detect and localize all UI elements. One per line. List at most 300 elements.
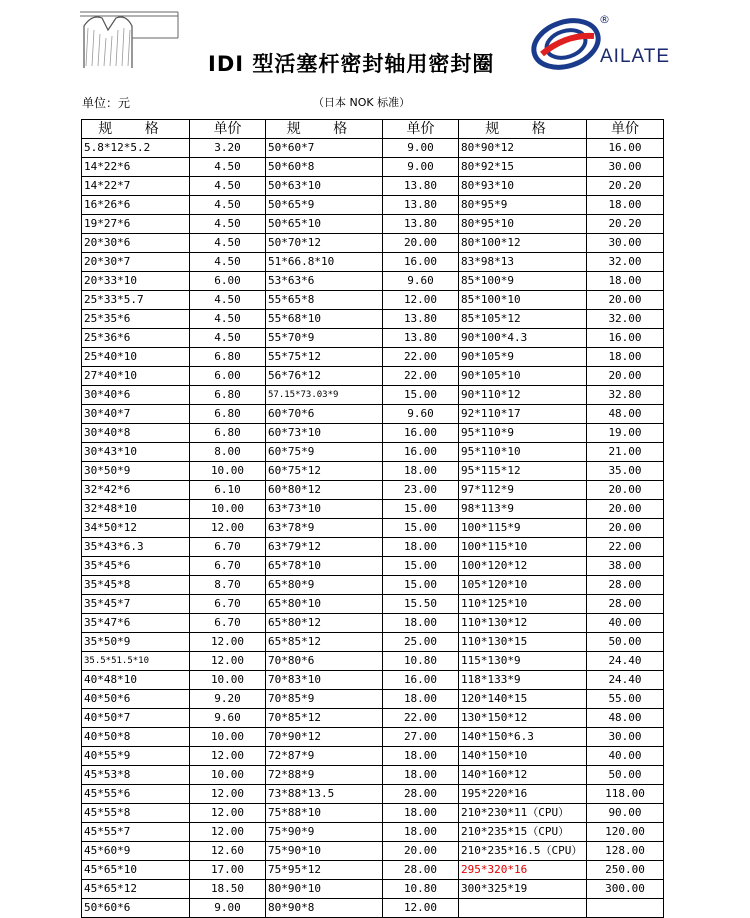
spec-cell: 90*100*4.3 bbox=[459, 329, 587, 348]
price-cell: 12.00 bbox=[383, 899, 459, 918]
spec-cell: 5.8*12*5.2 bbox=[82, 139, 190, 158]
spec-cell: 20*30*7 bbox=[82, 253, 190, 272]
table-row bbox=[82, 386, 664, 405]
price-cell: 18.00 bbox=[587, 196, 664, 215]
table-row bbox=[82, 177, 664, 196]
column-header-price: 单价 bbox=[383, 120, 459, 139]
table-row bbox=[82, 272, 664, 291]
price-cell: 18.00 bbox=[383, 614, 459, 633]
spec-cell: 45*55*6 bbox=[82, 785, 190, 804]
price-cell: 13.80 bbox=[383, 329, 459, 348]
price-cell: 12.00 bbox=[190, 804, 266, 823]
column-header-spec: 规 格 bbox=[266, 120, 383, 139]
table-row bbox=[82, 747, 664, 766]
spec-cell: 55*65*8 bbox=[266, 291, 383, 310]
price-cell: 4.50 bbox=[190, 310, 266, 329]
price-cell: 6.80 bbox=[190, 348, 266, 367]
price-cell: 15.00 bbox=[383, 519, 459, 538]
spec-cell: 110*125*10 bbox=[459, 595, 587, 614]
price-cell: 20.00 bbox=[587, 500, 664, 519]
price-cell: 4.50 bbox=[190, 253, 266, 272]
price-cell: 10.00 bbox=[190, 671, 266, 690]
price-cell: 50.00 bbox=[587, 766, 664, 785]
price-cell: 6.80 bbox=[190, 424, 266, 443]
price-cell: 24.40 bbox=[587, 652, 664, 671]
spec-cell: 40*50*7 bbox=[82, 709, 190, 728]
spec-cell: 83*98*13 bbox=[459, 253, 587, 272]
spec-cell: 85*105*12 bbox=[459, 310, 587, 329]
spec-cell: 30*40*8 bbox=[82, 424, 190, 443]
spec-cell: 195*220*16 bbox=[459, 785, 587, 804]
spec-cell: 72*88*9 bbox=[266, 766, 383, 785]
price-cell: 18.00 bbox=[383, 766, 459, 785]
spec-cell: 35*47*6 bbox=[82, 614, 190, 633]
table-row bbox=[82, 234, 664, 253]
standard-note: （日本 NOK 标准） bbox=[313, 96, 411, 109]
price-cell: 20.00 bbox=[383, 234, 459, 253]
spec-cell: 80*93*10 bbox=[459, 177, 587, 196]
price-cell: 12.00 bbox=[383, 291, 459, 310]
price-cell: 6.70 bbox=[190, 538, 266, 557]
price-cell: 300.00 bbox=[587, 880, 664, 899]
table-row bbox=[82, 861, 664, 880]
price-cell bbox=[587, 899, 664, 918]
price-cell: 27.00 bbox=[383, 728, 459, 747]
table-row bbox=[82, 652, 664, 671]
spec-cell: 73*88*13.5 bbox=[266, 785, 383, 804]
price-cell: 12.00 bbox=[190, 519, 266, 538]
price-cell: 9.60 bbox=[383, 272, 459, 291]
spec-cell: 105*120*10 bbox=[459, 576, 587, 595]
unit-label: 单位：元 bbox=[82, 96, 131, 110]
price-cell: 40.00 bbox=[587, 614, 664, 633]
spec-cell: 95*110*10 bbox=[459, 443, 587, 462]
table-row bbox=[82, 310, 664, 329]
spec-cell: 210*235*15（CPU） bbox=[459, 823, 587, 842]
table-row bbox=[82, 405, 664, 424]
price-cell: 28.00 bbox=[383, 861, 459, 880]
price-cell: 15.00 bbox=[383, 557, 459, 576]
price-cell: 8.70 bbox=[190, 576, 266, 595]
table-row bbox=[82, 671, 664, 690]
spec-cell: 60*75*9 bbox=[266, 443, 383, 462]
table-row bbox=[82, 158, 664, 177]
spec-cell: 45*65*12 bbox=[82, 880, 190, 899]
spec-cell: 35*43*6.3 bbox=[82, 538, 190, 557]
spec-cell: 90*110*12 bbox=[459, 386, 587, 405]
spec-cell: 95*110*9 bbox=[459, 424, 587, 443]
price-cell: 13.80 bbox=[383, 177, 459, 196]
table-row bbox=[82, 557, 664, 576]
spec-cell: 30*40*6 bbox=[82, 386, 190, 405]
price-cell: 4.50 bbox=[190, 291, 266, 310]
spec-cell: 75*90*10 bbox=[266, 842, 383, 861]
price-cell: 4.50 bbox=[190, 158, 266, 177]
price-cell: 18.00 bbox=[383, 804, 459, 823]
spec-cell: 100*115*10 bbox=[459, 538, 587, 557]
spec-cell: 50*70*12 bbox=[266, 234, 383, 253]
price-cell: 9.60 bbox=[383, 405, 459, 424]
spec-cell: 45*60*9 bbox=[82, 842, 190, 861]
spec-cell: 90*105*10 bbox=[459, 367, 587, 386]
price-cell: 12.60 bbox=[190, 842, 266, 861]
price-cell: 22.00 bbox=[383, 367, 459, 386]
price-cell: 21.00 bbox=[587, 443, 664, 462]
spec-cell: 120*140*15 bbox=[459, 690, 587, 709]
spec-cell: 30*43*10 bbox=[82, 443, 190, 462]
price-table bbox=[81, 119, 664, 918]
spec-cell: 75*95*12 bbox=[266, 861, 383, 880]
price-cell: 22.00 bbox=[383, 348, 459, 367]
spec-cell: 35*45*6 bbox=[82, 557, 190, 576]
spec-cell: 100*115*9 bbox=[459, 519, 587, 538]
price-cell: 18.50 bbox=[190, 880, 266, 899]
spec-cell: 63*73*10 bbox=[266, 500, 383, 519]
spec-cell: 32*42*6 bbox=[82, 481, 190, 500]
price-cell: 9.00 bbox=[383, 139, 459, 158]
price-cell: 18.00 bbox=[383, 538, 459, 557]
price-cell: 20.00 bbox=[587, 291, 664, 310]
spec-cell: 45*65*10 bbox=[82, 861, 190, 880]
spec-cell: 55*70*9 bbox=[266, 329, 383, 348]
table-row bbox=[82, 690, 664, 709]
table-row bbox=[82, 633, 664, 652]
price-cell: 23.00 bbox=[383, 481, 459, 500]
spec-cell: 60*70*6 bbox=[266, 405, 383, 424]
price-cell: 9.60 bbox=[190, 709, 266, 728]
table-row bbox=[82, 424, 664, 443]
price-cell: 18.00 bbox=[587, 348, 664, 367]
price-cell: 20.00 bbox=[383, 842, 459, 861]
spec-cell: 95*115*12 bbox=[459, 462, 587, 481]
price-cell: 35.00 bbox=[587, 462, 664, 481]
spec-cell: 70*80*6 bbox=[266, 652, 383, 671]
price-cell: 28.00 bbox=[587, 576, 664, 595]
spec-cell: 50*60*7 bbox=[266, 139, 383, 158]
spec-cell: 60*75*12 bbox=[266, 462, 383, 481]
price-cell: 9.00 bbox=[190, 899, 266, 918]
spec-cell: 53*63*6 bbox=[266, 272, 383, 291]
spec-cell: 25*35*6 bbox=[82, 310, 190, 329]
price-cell: 6.70 bbox=[190, 614, 266, 633]
table-row bbox=[82, 253, 664, 272]
price-cell: 8.00 bbox=[190, 443, 266, 462]
price-cell: 6.80 bbox=[190, 405, 266, 424]
spec-cell: 30*40*7 bbox=[82, 405, 190, 424]
spec-cell: 97*112*9 bbox=[459, 481, 587, 500]
price-cell: 48.00 bbox=[587, 709, 664, 728]
table-row bbox=[82, 215, 664, 234]
price-cell: 12.00 bbox=[190, 652, 266, 671]
spec-cell: 40*55*9 bbox=[82, 747, 190, 766]
price-cell: 118.00 bbox=[587, 785, 664, 804]
table-row bbox=[82, 728, 664, 747]
table-row bbox=[82, 462, 664, 481]
price-cell: 6.70 bbox=[190, 557, 266, 576]
price-cell: 4.50 bbox=[190, 177, 266, 196]
spec-cell: 140*160*12 bbox=[459, 766, 587, 785]
spec-cell: 30*50*9 bbox=[82, 462, 190, 481]
price-cell: 15.50 bbox=[383, 595, 459, 614]
price-cell: 6.80 bbox=[190, 386, 266, 405]
price-cell: 128.00 bbox=[587, 842, 664, 861]
price-cell: 10.00 bbox=[190, 728, 266, 747]
spec-cell: 98*113*9 bbox=[459, 500, 587, 519]
price-cell: 30.00 bbox=[587, 158, 664, 177]
price-cell: 55.00 bbox=[587, 690, 664, 709]
spec-cell: 63*79*12 bbox=[266, 538, 383, 557]
table-row bbox=[82, 823, 664, 842]
table-row bbox=[82, 842, 664, 861]
price-cell: 12.00 bbox=[190, 785, 266, 804]
price-cell: 18.00 bbox=[587, 272, 664, 291]
spec-cell: 65*80*10 bbox=[266, 595, 383, 614]
spec-cell: 45*55*8 bbox=[82, 804, 190, 823]
spec-cell: 80*95*9 bbox=[459, 196, 587, 215]
table-row bbox=[82, 348, 664, 367]
price-cell: 48.00 bbox=[587, 405, 664, 424]
spec-cell: 118*133*9 bbox=[459, 671, 587, 690]
spec-cell: 25*40*10 bbox=[82, 348, 190, 367]
spec-cell: 55*75*12 bbox=[266, 348, 383, 367]
price-cell: 18.00 bbox=[383, 690, 459, 709]
spec-cell: 35*45*8 bbox=[82, 576, 190, 595]
table-row bbox=[82, 139, 664, 158]
spec-cell: 25*36*6 bbox=[82, 329, 190, 348]
price-cell: 22.00 bbox=[587, 538, 664, 557]
spec-cell: 210*235*16.5（CPU） bbox=[459, 842, 587, 861]
table-row bbox=[82, 519, 664, 538]
spec-cell: 50*63*10 bbox=[266, 177, 383, 196]
spec-cell: 80*95*10 bbox=[459, 215, 587, 234]
spec-cell: 140*150*10 bbox=[459, 747, 587, 766]
price-cell: 16.00 bbox=[383, 424, 459, 443]
price-cell: 16.00 bbox=[383, 253, 459, 272]
page-title: IDI 型活塞杆密封轴用密封圈 bbox=[208, 52, 495, 76]
spec-cell: 45*53*8 bbox=[82, 766, 190, 785]
price-cell: 13.80 bbox=[383, 310, 459, 329]
price-cell: 6.10 bbox=[190, 481, 266, 500]
spec-cell bbox=[459, 899, 587, 918]
price-cell: 4.50 bbox=[190, 215, 266, 234]
price-cell: 250.00 bbox=[587, 861, 664, 880]
price-cell: 30.00 bbox=[587, 728, 664, 747]
spec-cell: 50*60*6 bbox=[82, 899, 190, 918]
price-cell: 16.00 bbox=[383, 671, 459, 690]
price-cell: 32.00 bbox=[587, 310, 664, 329]
table-body bbox=[82, 139, 664, 918]
price-cell: 28.00 bbox=[587, 595, 664, 614]
spec-cell: 140*150*6.3 bbox=[459, 728, 587, 747]
spec-cell: 70*83*10 bbox=[266, 671, 383, 690]
spec-cell: 85*100*9 bbox=[459, 272, 587, 291]
price-cell: 17.00 bbox=[190, 861, 266, 880]
table-row bbox=[82, 367, 664, 386]
spec-cell: 35*50*9 bbox=[82, 633, 190, 652]
spec-cell: 40*48*10 bbox=[82, 671, 190, 690]
price-cell: 10.00 bbox=[190, 500, 266, 519]
table-row bbox=[82, 443, 664, 462]
spec-cell: 65*80*12 bbox=[266, 614, 383, 633]
spec-cell: 92*110*17 bbox=[459, 405, 587, 424]
price-cell: 10.00 bbox=[190, 766, 266, 785]
spec-cell: 72*87*9 bbox=[266, 747, 383, 766]
table-row bbox=[82, 709, 664, 728]
spec-cell: 16*26*6 bbox=[82, 196, 190, 215]
spec-cell: 45*55*7 bbox=[82, 823, 190, 842]
table-row bbox=[82, 785, 664, 804]
price-cell: 13.80 bbox=[383, 215, 459, 234]
spec-cell: 80*90*8 bbox=[266, 899, 383, 918]
column-header-spec: 规 格 bbox=[459, 120, 587, 139]
price-cell: 32.00 bbox=[587, 253, 664, 272]
spec-cell: 50*65*10 bbox=[266, 215, 383, 234]
table-row bbox=[82, 500, 664, 519]
price-cell: 120.00 bbox=[587, 823, 664, 842]
spec-cell: 63*78*9 bbox=[266, 519, 383, 538]
price-cell: 4.50 bbox=[190, 329, 266, 348]
table-row bbox=[82, 899, 664, 918]
price-cell: 25.00 bbox=[383, 633, 459, 652]
price-cell: 24.40 bbox=[587, 671, 664, 690]
spec-cell: 40*50*8 bbox=[82, 728, 190, 747]
price-cell: 4.50 bbox=[190, 234, 266, 253]
price-cell: 6.00 bbox=[190, 272, 266, 291]
table-row bbox=[82, 804, 664, 823]
spec-cell: 14*22*7 bbox=[82, 177, 190, 196]
price-cell: 28.00 bbox=[383, 785, 459, 804]
spec-cell: 80*90*12 bbox=[459, 139, 587, 158]
table-row bbox=[82, 329, 664, 348]
price-cell: 16.00 bbox=[587, 139, 664, 158]
price-cell: 18.00 bbox=[383, 462, 459, 481]
registered-mark: ® bbox=[599, 13, 610, 26]
table-header-row bbox=[82, 120, 664, 139]
spec-cell: 20*30*6 bbox=[82, 234, 190, 253]
spec-cell: 51*66.8*10 bbox=[266, 253, 383, 272]
spec-cell: 65*85*12 bbox=[266, 633, 383, 652]
price-cell: 20.00 bbox=[587, 481, 664, 500]
spec-cell: 210*230*11（CPU） bbox=[459, 804, 587, 823]
table-row bbox=[82, 196, 664, 215]
spec-cell: 130*150*12 bbox=[459, 709, 587, 728]
price-cell: 6.00 bbox=[190, 367, 266, 386]
price-cell: 12.00 bbox=[190, 633, 266, 652]
table-row bbox=[82, 481, 664, 500]
price-cell: 38.00 bbox=[587, 557, 664, 576]
spec-cell: 27*40*10 bbox=[82, 367, 190, 386]
spec-cell: 70*85*9 bbox=[266, 690, 383, 709]
spec-cell: 80*90*10 bbox=[266, 880, 383, 899]
brand-name: AILATE bbox=[600, 46, 671, 67]
price-cell: 12.00 bbox=[190, 823, 266, 842]
price-cell: 13.80 bbox=[383, 196, 459, 215]
price-cell: 12.00 bbox=[190, 747, 266, 766]
spec-cell: 56*76*12 bbox=[266, 367, 383, 386]
spec-cell: 100*120*12 bbox=[459, 557, 587, 576]
price-cell: 3.20 bbox=[190, 139, 266, 158]
spec-cell: 295*320*16 bbox=[459, 861, 587, 880]
column-header-spec: 规 格 bbox=[82, 120, 190, 139]
price-cell: 18.00 bbox=[383, 823, 459, 842]
spec-cell: 115*130*9 bbox=[459, 652, 587, 671]
spec-cell: 65*80*9 bbox=[266, 576, 383, 595]
price-cell: 20.20 bbox=[587, 215, 664, 234]
price-cell: 20.20 bbox=[587, 177, 664, 196]
table-row bbox=[82, 576, 664, 595]
spec-cell: 55*68*10 bbox=[266, 310, 383, 329]
spec-cell: 75*90*9 bbox=[266, 823, 383, 842]
spec-cell: 90*105*9 bbox=[459, 348, 587, 367]
table-row bbox=[82, 595, 664, 614]
spec-cell: 25*33*5.7 bbox=[82, 291, 190, 310]
price-cell: 16.00 bbox=[587, 329, 664, 348]
price-cell: 10.00 bbox=[190, 462, 266, 481]
price-cell: 19.00 bbox=[587, 424, 664, 443]
spec-cell: 70*85*12 bbox=[266, 709, 383, 728]
spec-cell: 65*78*10 bbox=[266, 557, 383, 576]
price-cell: 32.80 bbox=[587, 386, 664, 405]
price-cell: 16.00 bbox=[383, 443, 459, 462]
price-cell: 15.00 bbox=[383, 576, 459, 595]
column-header-price: 单价 bbox=[190, 120, 266, 139]
spec-cell: 50*65*9 bbox=[266, 196, 383, 215]
spec-cell: 50*60*8 bbox=[266, 158, 383, 177]
spec-cell: 110*130*15 bbox=[459, 633, 587, 652]
price-cell: 40.00 bbox=[587, 747, 664, 766]
spec-cell: 110*130*12 bbox=[459, 614, 587, 633]
price-cell: 18.00 bbox=[383, 747, 459, 766]
spec-cell: 60*80*12 bbox=[266, 481, 383, 500]
spec-cell: 20*33*10 bbox=[82, 272, 190, 291]
spec-cell: 60*73*10 bbox=[266, 424, 383, 443]
spec-cell: 80*100*12 bbox=[459, 234, 587, 253]
spec-cell: 300*325*19 bbox=[459, 880, 587, 899]
spec-cell: 35*45*7 bbox=[82, 595, 190, 614]
spec-cell: 75*88*10 bbox=[266, 804, 383, 823]
price-cell: 15.00 bbox=[383, 386, 459, 405]
spec-cell: 32*48*10 bbox=[82, 500, 190, 519]
spec-cell: 70*90*12 bbox=[266, 728, 383, 747]
spec-cell: 34*50*12 bbox=[82, 519, 190, 538]
seal-profile-drawing-icon bbox=[78, 8, 182, 68]
price-cell: 4.50 bbox=[190, 196, 266, 215]
price-cell: 30.00 bbox=[587, 234, 664, 253]
price-cell: 15.00 bbox=[383, 500, 459, 519]
table-row bbox=[82, 766, 664, 785]
spec-cell: 85*100*10 bbox=[459, 291, 587, 310]
table-row bbox=[82, 291, 664, 310]
table-row bbox=[82, 880, 664, 899]
price-cell: 10.80 bbox=[383, 652, 459, 671]
price-cell: 20.00 bbox=[587, 519, 664, 538]
price-cell: 50.00 bbox=[587, 633, 664, 652]
spec-cell: 35.5*51.5*10 bbox=[82, 652, 190, 671]
price-cell: 9.20 bbox=[190, 690, 266, 709]
price-cell: 6.70 bbox=[190, 595, 266, 614]
spec-cell: 40*50*6 bbox=[82, 690, 190, 709]
spec-cell: 14*22*6 bbox=[82, 158, 190, 177]
spec-cell: 80*92*15 bbox=[459, 158, 587, 177]
table-row bbox=[82, 614, 664, 633]
price-cell: 22.00 bbox=[383, 709, 459, 728]
price-cell: 90.00 bbox=[587, 804, 664, 823]
spec-cell: 19*27*6 bbox=[82, 215, 190, 234]
price-cell: 10.80 bbox=[383, 880, 459, 899]
price-cell: 20.00 bbox=[587, 367, 664, 386]
price-cell: 9.00 bbox=[383, 158, 459, 177]
column-header-price: 单价 bbox=[587, 120, 664, 139]
